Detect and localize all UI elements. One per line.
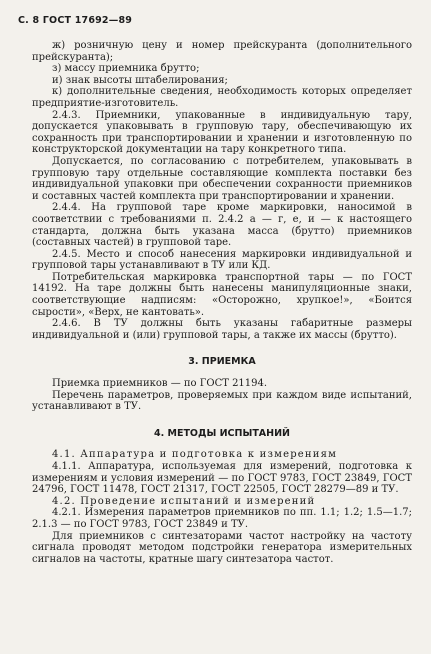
paragraph-2-4-3: 2.4.3. Приемники, упакованные в индивидуальную тару, допускается упаковывать в групповую тару, обеспечивающую их сохранность при транспортировании и хранении и изготовленную по конструкторской документации на тару конкретного типа. xyxy=(32,109,412,156)
paragraph-4-1-1: 4.1.1. Аппаратура, используемая для измерений, подготовка к измерениям и условия измерений — по ГОСТ 9783, ГОСТ 23849, ГОСТ 24796, ГОСТ 11478, ГОСТ 21317, ГОСТ 22505, ГОСТ 28279—89 и ТУ. xyxy=(32,461,412,496)
list-item-z: з) массу приемника брутто; xyxy=(52,63,200,75)
section-4-title: 4. МЕТОДЫ ИСПЫТАНИЙ xyxy=(153,427,291,439)
subsection-4-1: 4.1. Аппаратура и подготовка к измерениям xyxy=(52,449,338,461)
paragraph-2-4-5: 2.4.5. Место и способ нанесения маркировки индивидуальной и групповой тары устанавливают в ТУ или КД. xyxy=(32,248,412,272)
paragraph-4-2-1-cont: Для приемников с синтезаторами частот настройку на частоту сигнала проводят методом подстройки генератора измерительных сигналов на частоты, кратные шагу синтезатора частот. xyxy=(32,530,412,565)
section-3-p1: Приемка приемников — по ГОСТ 21194. xyxy=(52,378,268,390)
document-body xyxy=(32,40,412,565)
section-3-p2: Перечень параметров, проверяемых при каждом виде испытаний, устанавливают в ТУ. xyxy=(32,389,412,413)
section-3-title: 3. ПРИЕМКА xyxy=(188,356,256,368)
paragraph-2-4-3-cont: Допускается, по согласованию с потребителем, упаковывать в групповую тару отдельные составляющие комплекта поставки без индивидуальной упаковки при обеспечении сохранности приемников и составных частей комплекта при транспортировании и хранении. xyxy=(32,155,412,202)
paragraph-2-4-6: 2.4.6. В ТУ должны быть указаны габаритные размеры индивидуальной и (или) групповой тары, а также их массы (брутто). xyxy=(32,318,412,341)
paragraph-4-2-1: 4.2.1. Измерения параметров приемников по пп. 1.1; 1.2; 1.5—1.7; 2.1.3 — по ГОСТ 9783, ГОСТ 23849 и ТУ. xyxy=(32,507,412,530)
list-item-k: к) дополнительные сведения, необходимость которых определяет предприятие-изготовитель. xyxy=(32,86,412,109)
list-item-i: и) знак высоты штабелирования; xyxy=(52,74,228,86)
page-header: С. 8 ГОСТ 17692—89 xyxy=(18,15,133,26)
paragraph-2-4-5-cont: Потребительская маркировка транспортной тары — по ГОСТ 14192. На таре должны быть нанесены манипуляционные знаки, соответствующие надписям: «Осторожно, хрупкое!», «Боится сырости», «Верх, не кантовать». xyxy=(32,271,412,318)
paragraph-2-4-4: 2.4.4. На групповой таре кроме маркировки, наносимой в соответствии с требованиями п. 2.4.2 а — г, е, и — к настоящего стандарта, должна быть указана масса (брутто) приемников (составных частей) в групповой таре. xyxy=(32,202,412,249)
subsection-4-2: 4.2. Проведение испытаний и измерений xyxy=(52,495,316,507)
list-item-zh: ж) розничную цену и номер прейскуранта (дополнительного прейскуранта); xyxy=(32,40,412,63)
